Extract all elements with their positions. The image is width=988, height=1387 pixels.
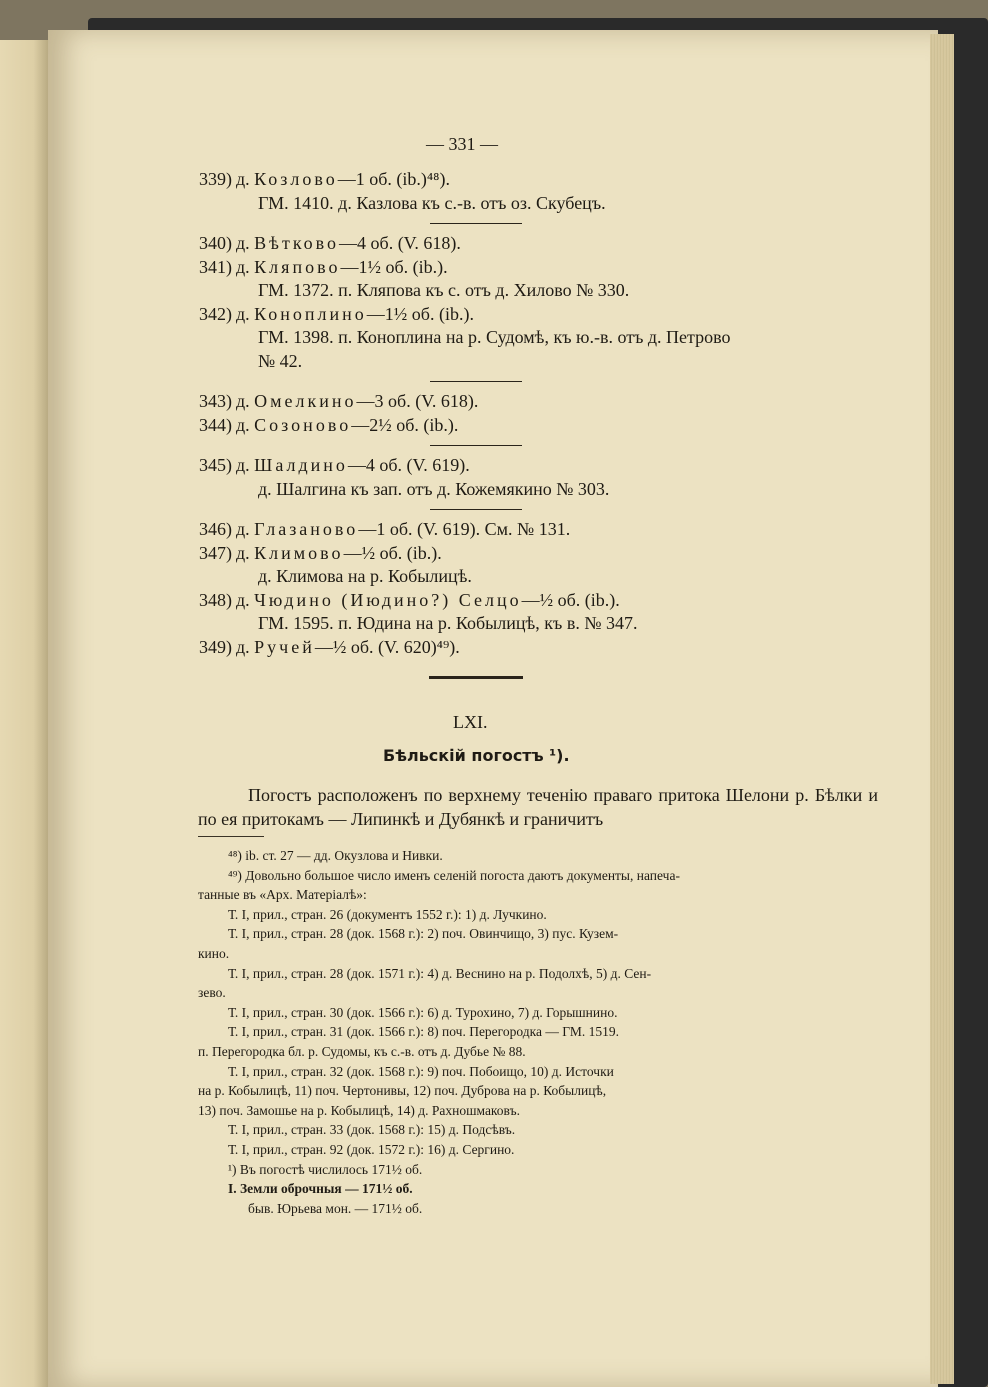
entry-note: ГМ. 1410. д. Казлова къ с.-в. отъ оз. Скубецъ. bbox=[258, 192, 606, 213]
entry-prefix: д. bbox=[236, 414, 255, 435]
page-stack-edges bbox=[930, 34, 954, 1384]
village-name: Козлово bbox=[254, 169, 338, 189]
chapter-title: Бѣльскій погостъ ¹). bbox=[383, 746, 570, 765]
village-entry bbox=[184, 256, 884, 280]
entry-note: д. Климова на р. Кобылицѣ. bbox=[258, 566, 472, 586]
village-name: Ручей bbox=[254, 636, 315, 657]
left-page-edge bbox=[0, 40, 48, 1387]
entry-prefix: д. bbox=[236, 542, 255, 563]
village-entry bbox=[184, 636, 884, 660]
entry-prefix: д. bbox=[236, 589, 255, 610]
entry-details: —½ об. (ib.). bbox=[521, 589, 620, 610]
footnote-line: зево. bbox=[198, 985, 226, 1001]
section-separator bbox=[430, 223, 522, 224]
section-separator bbox=[430, 509, 522, 510]
village-entry bbox=[184, 454, 884, 478]
footnote-line: 13) поч. Замошье на р. Кобылицѣ, 14) д. Рахношмаковъ. bbox=[198, 1102, 520, 1118]
entry-note: № 42. bbox=[258, 350, 303, 371]
entry-number: 341) bbox=[199, 256, 232, 277]
village-entry bbox=[184, 303, 884, 327]
entry-number: 343) bbox=[199, 391, 232, 411]
footnote-line: ⁴⁹) Довольно большое число именъ селеній погоста даютъ документы, напеча- bbox=[228, 867, 680, 883]
section-separator bbox=[430, 445, 522, 446]
entry-number: 345) bbox=[199, 455, 232, 475]
village-entry bbox=[184, 390, 884, 414]
footnote-line: танные въ «Арх. Матеріалѣ»: bbox=[198, 887, 367, 903]
entry-number: 347) bbox=[199, 542, 232, 563]
footnote-line: ¹) Въ погостѣ числилось 171½ об. bbox=[228, 1161, 423, 1177]
entry-details: —4 об. (V. 619). bbox=[347, 455, 470, 475]
entry-prefix: д. bbox=[236, 303, 255, 324]
entry-details: —½ об. (ib.). bbox=[343, 542, 442, 563]
village-name: Коноплино bbox=[254, 303, 367, 324]
entry-details: —1½ об. (ib.). bbox=[340, 256, 448, 277]
entry-number: 340) bbox=[199, 233, 232, 253]
entry-number: 339) bbox=[199, 169, 232, 189]
village-entry bbox=[184, 414, 884, 438]
entry-note: ГМ. 1595. п. Юдина на р. Кобылицѣ, къ в. № 347. bbox=[258, 613, 638, 633]
village-name: Омелкино bbox=[254, 391, 357, 411]
entry-details: —1 об. (V. 619). См. № 131. bbox=[358, 519, 571, 539]
village-entry bbox=[184, 542, 884, 566]
village-entry bbox=[184, 232, 884, 256]
entry-prefix: д. bbox=[236, 519, 255, 539]
footnote-line: Т. I, прил., стран. 26 (документъ 1552 г.): 1) д. Лучкино. bbox=[228, 906, 547, 922]
footnote-line: п. Перегородка бл. р. Судомы, къ с.-в. отъ д. Дубье № 88. bbox=[198, 1043, 526, 1059]
footnote-line: Т. I, прил., стран. 32 (док. 1568 г.): 9) поч. Побоищо, 10) д. Источки bbox=[228, 1063, 614, 1079]
village-name: Глазаново bbox=[254, 519, 359, 539]
footnotes bbox=[198, 846, 883, 1218]
entry-number: 346) bbox=[199, 519, 232, 539]
footnote-line: Т. I, прил., стран. 31 (док. 1566 г.): 8) поч. Перегородка — ГМ. 1519. bbox=[228, 1024, 619, 1040]
entry-number: 348) bbox=[199, 589, 232, 610]
footnote-rule bbox=[198, 836, 264, 837]
entry-details: —3 об. (V. 618). bbox=[356, 391, 479, 411]
entry-prefix: д. bbox=[236, 636, 255, 657]
footnote-line: Т. I, прил., стран. 28 (док. 1568 г.): 2) поч. Овинчищо, 3) пус. Кузем- bbox=[228, 926, 619, 942]
village-entry bbox=[184, 589, 884, 613]
village-name: Вѣтково bbox=[254, 233, 340, 253]
village-entry bbox=[184, 518, 884, 542]
village-list bbox=[184, 168, 884, 679]
footnote-line: на р. Кобылицѣ, 11) поч. Чертонивы, 12) поч. Дуброва на р. Кобылицѣ, bbox=[198, 1083, 607, 1099]
entry-prefix: д. bbox=[236, 455, 255, 475]
body-text bbox=[198, 784, 878, 831]
footnote-line: Т. I, прил., стран. 30 (док. 1566 г.): 6) д. Турохино, 7) д. Горышнино. bbox=[228, 1004, 618, 1020]
footnote-line: быв. Юрьева мон. — 171½ об. bbox=[248, 1200, 423, 1216]
village-name: Кляпово bbox=[254, 256, 341, 277]
chapter-separator bbox=[429, 676, 523, 679]
footnote-line: кино. bbox=[198, 945, 230, 961]
entry-prefix: д. bbox=[236, 256, 255, 277]
page-number: — 331 — bbox=[426, 134, 498, 154]
entry-note: д. Шалгина къ зап. отъ д. Кожемякино № 303. bbox=[258, 478, 610, 499]
entry-details: —1 об. (ib.)⁴⁸). bbox=[337, 169, 450, 189]
entry-note: ГМ. 1398. п. Коноплина на р. Судомѣ, къ ю.-в. отъ д. Петрово bbox=[258, 327, 731, 347]
section-separator bbox=[430, 381, 522, 382]
entry-details: —1½ об. (ib.). bbox=[366, 303, 474, 324]
entry-details: —4 об. (V. 618). bbox=[339, 233, 461, 253]
footnote-line: ⁴⁸) ib. ст. 27 — дд. Окузлова и Нивки. bbox=[228, 848, 443, 863]
entry-prefix: д. bbox=[236, 391, 255, 411]
entry-details: —½ об. (V. 620)⁴⁹). bbox=[314, 636, 460, 657]
entry-number: 349) bbox=[199, 636, 232, 657]
entry-details: —2½ об. (ib.). bbox=[351, 414, 459, 435]
footnote-line: Т. I, прил., стран. 28 (док. 1571 г.): 4) д. Веснино на р. Подолхѣ, 5) д. Сен- bbox=[228, 965, 652, 981]
entry-prefix: д. bbox=[236, 233, 255, 253]
entry-note: ГМ. 1372. п. Кляпова къ с. отъ д. Хилово № 330. bbox=[258, 280, 630, 300]
entry-number: 342) bbox=[199, 303, 232, 324]
chapter-number: LXI. bbox=[453, 712, 488, 732]
village-name: Созоново bbox=[254, 414, 352, 435]
footnote-line: I. Земли оброчныя — 171½ об. bbox=[228, 1181, 413, 1197]
book-page bbox=[48, 30, 938, 1387]
footnote-line: Т. I, прил., стран. 33 (док. 1568 г.): 15) д. Подсѣвъ. bbox=[228, 1122, 516, 1138]
footnote-line: Т. I, прил., стран. 92 (док. 1572 г.): 16) д. Сергино. bbox=[228, 1141, 515, 1157]
village-name: Шалдино bbox=[254, 455, 348, 475]
body-paragraph: Погостъ расположенъ по верхнему теченію праваго притока Шелони р. Бѣлки и по ея притокамъ — Липинкѣ и Дубянкѣ и граничитъ bbox=[198, 785, 878, 829]
village-name: Чюдино (Июдино?) Селцо bbox=[254, 589, 522, 610]
village-name: Климово bbox=[254, 542, 344, 563]
entry-number: 344) bbox=[199, 414, 232, 435]
entry-prefix: д. bbox=[236, 169, 255, 189]
village-entry bbox=[184, 168, 884, 192]
